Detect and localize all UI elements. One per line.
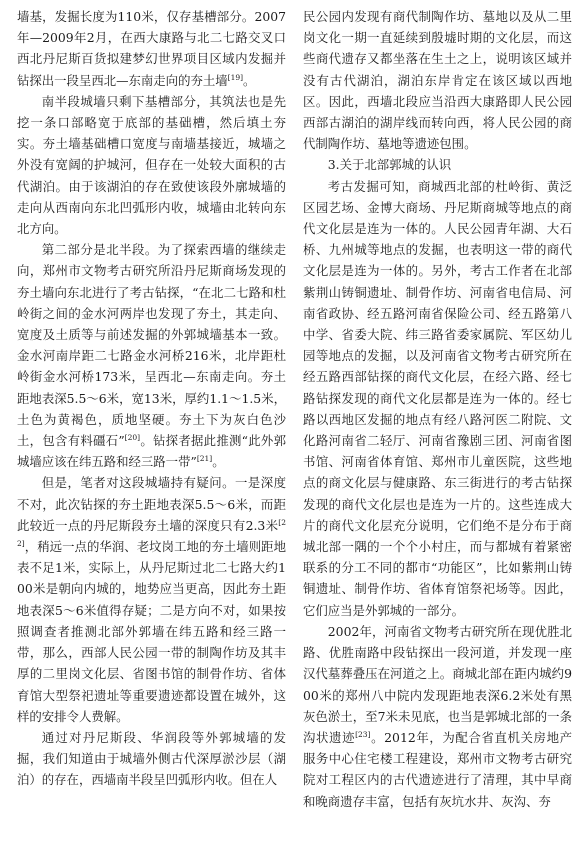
citation-ref: [23] bbox=[355, 729, 371, 739]
paragraph-text: 。 bbox=[243, 72, 256, 88]
citation-ref: [19] bbox=[227, 72, 244, 82]
citation-ref: [20] bbox=[124, 432, 141, 442]
paragraph-text: 3.关于北部郭城的认识 bbox=[327, 157, 452, 173]
paragraph bbox=[303, 176, 572, 621]
paragraph-text: 通过对丹尼斯段、华润段等外郭城墙的发掘，我们知道由于城墙外侧古代深厚淤沙层（湖泊）的存在，西墙南半段呈凹弧形内收。但在人 bbox=[17, 729, 286, 788]
paragraph-text: 第二部分是北半段。为了探索西墙的继续走向，郑州市文物考古研究所沿丹尼斯商场发现的夯土墙向东北进行了考古钻探，“在北二七路和杜岭街之间的金水河两岸也发现了夯土，其走向、宽度及土质等与前述发掘的外郭城墙基本一致。金水河南岸距二七路金水河桥216米，北岸距杜岭街金水河桥173米，呈西北—东南走向。夯土距地表深5.5～6米，宽13米，厚约1.1～1.5米，土色为黄褐色，质地坚硬。夯土下为灰白色沙土，包含有料礓石” bbox=[17, 242, 286, 449]
paragraph-text: 。2012年，为配合省直机关房地产服务中心住宅楼工程建设，郑州市文物考古研究院对工程区内的古代遗迹进行了清理，其中早商和晚商遗存丰富，包括有灰坑水井、灰沟、夯 bbox=[303, 729, 572, 809]
citation-ref: [22] bbox=[17, 517, 286, 548]
paragraph bbox=[17, 727, 286, 791]
paragraph-text: 。钻探者据此推测“此外郭城墙应该在纬五路和经三路一带” bbox=[17, 433, 286, 470]
paragraph-text: 2002年，河南省文物考古研究所在现优胜北路、优胜南路中段钻探出一段河道，并发现一座汉代墓葬叠压在河道之上。商城北部在距内城约900米的郑州八中院内发现距地表深6.2米处有黑灰色淤土，至7米未见底，也当是郭城北部的一条沟状遗迹 bbox=[303, 623, 572, 745]
paragraph-text: 。 bbox=[212, 454, 225, 470]
citation-ref: [21] bbox=[196, 454, 213, 464]
paragraph-text: 墙基，发掘长度为110米，仅存基槽部分。2007年—2009年2月，在西大康路与北二七路交叉口西北丹尼斯百货拟建梦幻世界项目区域内发掘并钻探出一段呈西北—东南走向的夯土墙 bbox=[17, 9, 286, 88]
paragraph bbox=[17, 91, 286, 239]
paragraph bbox=[17, 6, 286, 91]
paragraph-text: 考古发掘可知，商城西北部的杜岭街、黄泛区园艺场、金博大商场、丹尼斯商城等地点的商代文化层是连为一体的。人民公园青年湖、大石桥、九州城等地点的发掘，也表明这一带的商代文化层是连为一体的。另外，考古工作者在北部紫荆山铸铜遗址、制骨作坊、河南省电信局、河南省政协、经五路河南省保险公司、经五路第八中学、省委大院、纬三路省委家属院、军区幼儿园等地点的发掘，以及河南省文物考古研究所在经五路西部钻探的商代文化层，在经六路、经七路钻探发现的商代文化层都是连为一体的。经七路以西地区发掘的地点有经八路河医二附院、文化路河南省二轻厅、河南省豫剧三团、河南省图书馆、河南省体育馆、郑州市儿童医院，这些地点的商文化层与健康路、东三街进行的考古钻探发现的商代文化层也是连为一片的。这些连成大片的商代文化层充分说明，它们绝不是分布于商城北部一隅的一个个小村庄，而与都城有着紧密联系的分工不同的都市“功能区”，比如紫荆山铸铜遗址、制骨作坊、省体育馆祭祀场等。因此，它们应当是外郭城的一部分。 bbox=[303, 178, 572, 618]
paragraph bbox=[303, 154, 572, 175]
paragraph bbox=[17, 472, 286, 726]
paragraph bbox=[17, 239, 286, 472]
paragraph-text: ，稍远一点的华润、老坟岗工地的夯土墙则距地表不足1米，实际上，从丹尼斯过北二七路大约100米是朝向内城的，地势应当更高，因此夯土距地表深5～6米值得存疑；二是方向不对，如果按照调查者推测北部外郭墙在纬五路和经三路一带，那么，西部人民公园一带的制陶作坊及其丰厚的二里岗文化层、省图书馆的制骨作坊、省体育馆大型祭祀遗址等重要遗迹都设置在城外，这样的安排令人费解。 bbox=[17, 539, 286, 724]
right-text-column bbox=[303, 6, 572, 812]
paragraph bbox=[303, 6, 572, 154]
paragraph-text: 南半段城墙只剩下基槽部分，其筑法也是先挖一条口部略宽于底部的基础槽，然后填土夯实。夯土墙基础槽口宽度与南墙基接近，城墙之外没有宽阔的护城河，但存在一处较大面积的古代湖泊。由于该湖泊的存在致使该段外廓城墙的走向从西南向东北凹弧形内收，城墙由北转向东北方向。 bbox=[17, 93, 286, 237]
paragraph bbox=[303, 621, 572, 812]
paragraph-text: 但是，笔者对这段城墙持有疑问。一是深度不对，此次钻探的夯土距地表深5.5～6米，而距此较近一点的丹尼斯段夯土墙的深度只有2.3米 bbox=[17, 475, 286, 533]
left-text-column bbox=[17, 6, 286, 791]
paragraph-text: 民公园内发现有商代制陶作坊、墓地以及从二里岗文化一期一直延续到殷墟时期的文化层，而这些商代遗存又都坐落在生土之上，说明该区域并没有古代湖泊，湖泊东岸肯定在该区域以西地区。因此，西墙北段应当沿西大康路即人民公园西部古湖泊的湖岸线而转向西，将人民公园的商代制陶作坊、墓地等遗迹包围。 bbox=[303, 9, 572, 152]
